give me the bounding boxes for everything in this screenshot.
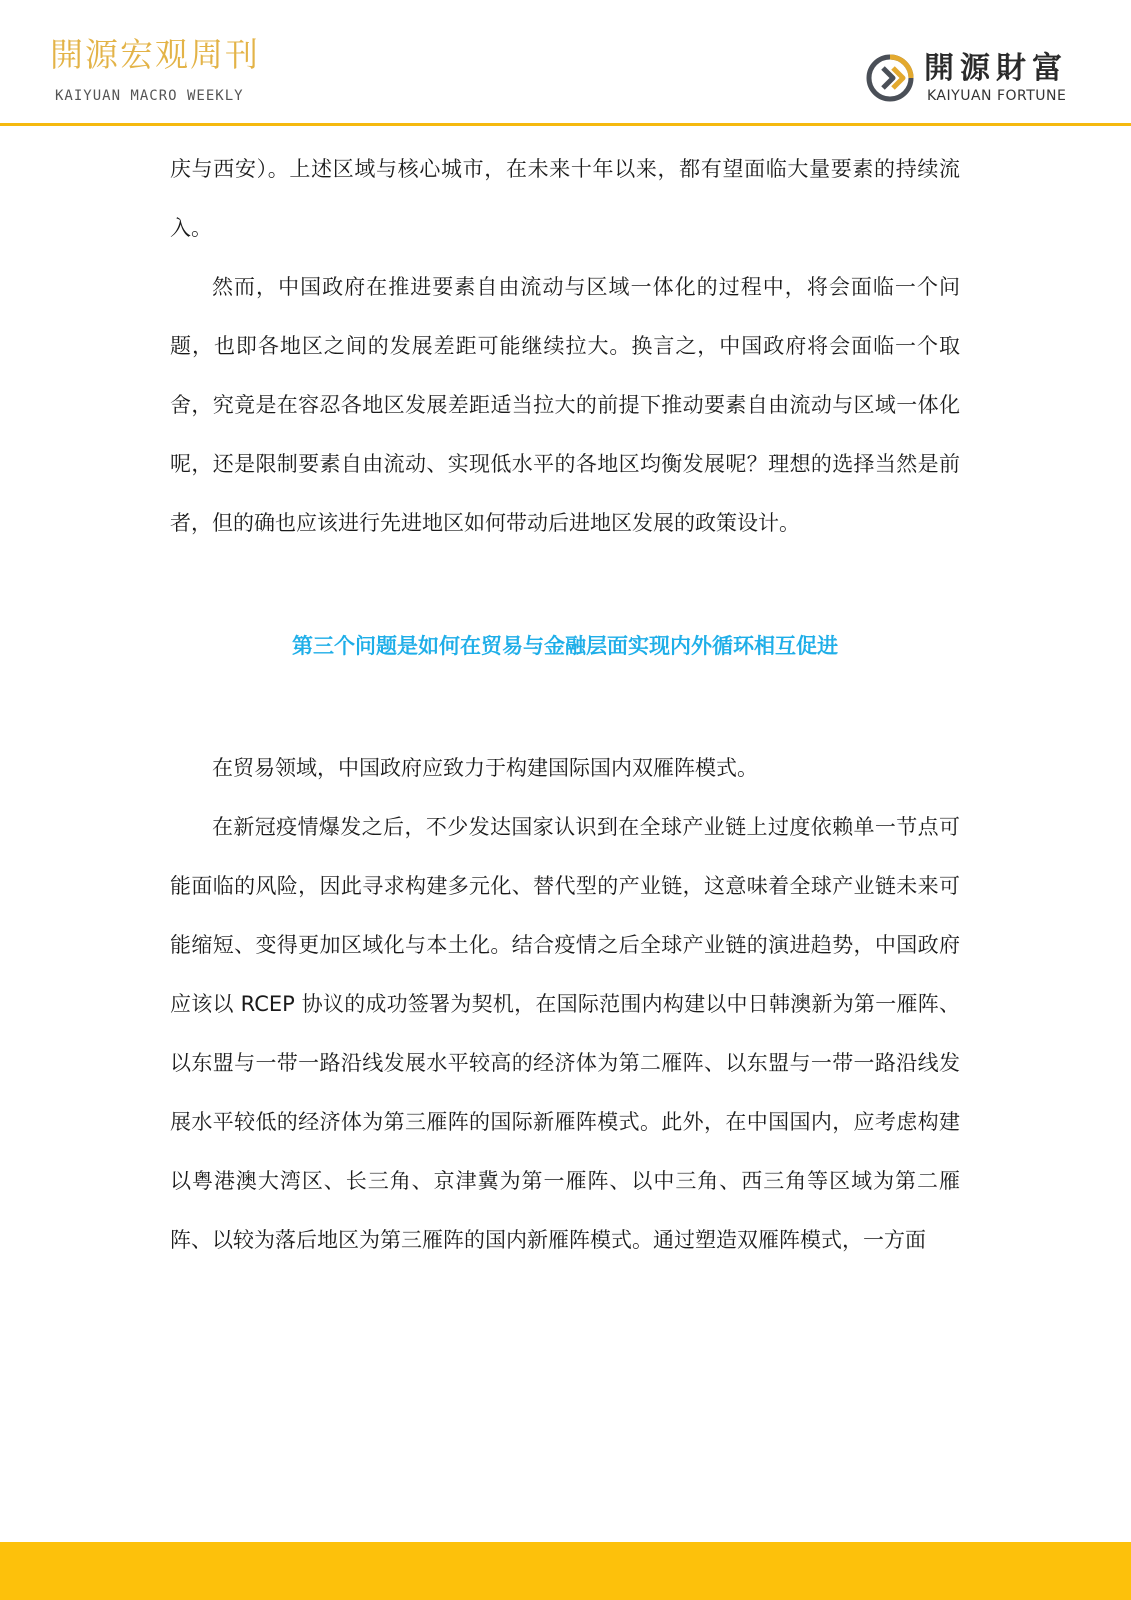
kaiyuan-logo-icon bbox=[866, 54, 914, 102]
paragraph: 然而，中国政府在推进要素自由流动与区域一体化的过程中，将会面临一个问题，也即各地区之间的发展差距可能继续拉大。换言之，中国政府将会面临一个取舍，究竟是在容忍各地区发展差距适当拉大的前提下推动要素自由流动与区域一体化呢，还是限制要素自由流动、实现低水平的各地区均衡发展呢？理想的选择当然是前者，但的确也应该进行先进地区如何带动后进地区发展的政策设计。 bbox=[170, 275, 960, 535]
paragraph: 庆与西安）。上述区域与核心城市，在未来十年以来，都有望面临大量要素的持续流入。 bbox=[170, 157, 960, 240]
article-body bbox=[170, 140, 960, 1270]
publication-title: 開源宏观周刊 bbox=[50, 35, 260, 74]
company-logo bbox=[866, 52, 1086, 106]
logo-text-cn: 開源財富 bbox=[924, 51, 1068, 86]
page-header bbox=[0, 0, 1131, 124]
paragraph: 在贸易领域，中国政府应致力于构建国际国内双雁阵模式。 bbox=[212, 756, 758, 780]
footer-bar bbox=[0, 1542, 1131, 1600]
publication-subtitle: KAIYUAN MACRO WEEKLY bbox=[55, 88, 244, 104]
paragraph: 在新冠疫情爆发之后，不少发达国家认识到在全球产业链上过度依赖单一节点可能面临的风险，因此寻求构建多元化、替代型的产业链，这意味着全球产业链未来可能缩短、变得更加区域化与本土化。结合疫情之后全球产业链的演进趋势，中国政府应该以 RCEP 协议的成功签署为契机，在国际范围内构建以中日韩澳新为第一雁阵、以东盟与一带一路沿线发展水平较高的经济体为第二雁阵、以东盟与一带一路沿线发展水平较低的经济体为第三雁阵的国际新雁阵模式。此外，在中国国内，应考虑构建以粤港澳大湾区、长三角、京津冀为第一雁阵、以中三角、西三角等区域为第二雁阵、以较为落后地区为第三雁阵的国内新雁阵模式。通过塑造双雁阵模式，一方面 bbox=[170, 815, 960, 1252]
logo-text-en: KAIYUAN FORTUNE bbox=[927, 88, 1067, 104]
header-divider bbox=[0, 123, 1131, 126]
section-heading: 第三个问题是如何在贸易与金融层面实现内外循环相互促进 bbox=[292, 634, 838, 658]
